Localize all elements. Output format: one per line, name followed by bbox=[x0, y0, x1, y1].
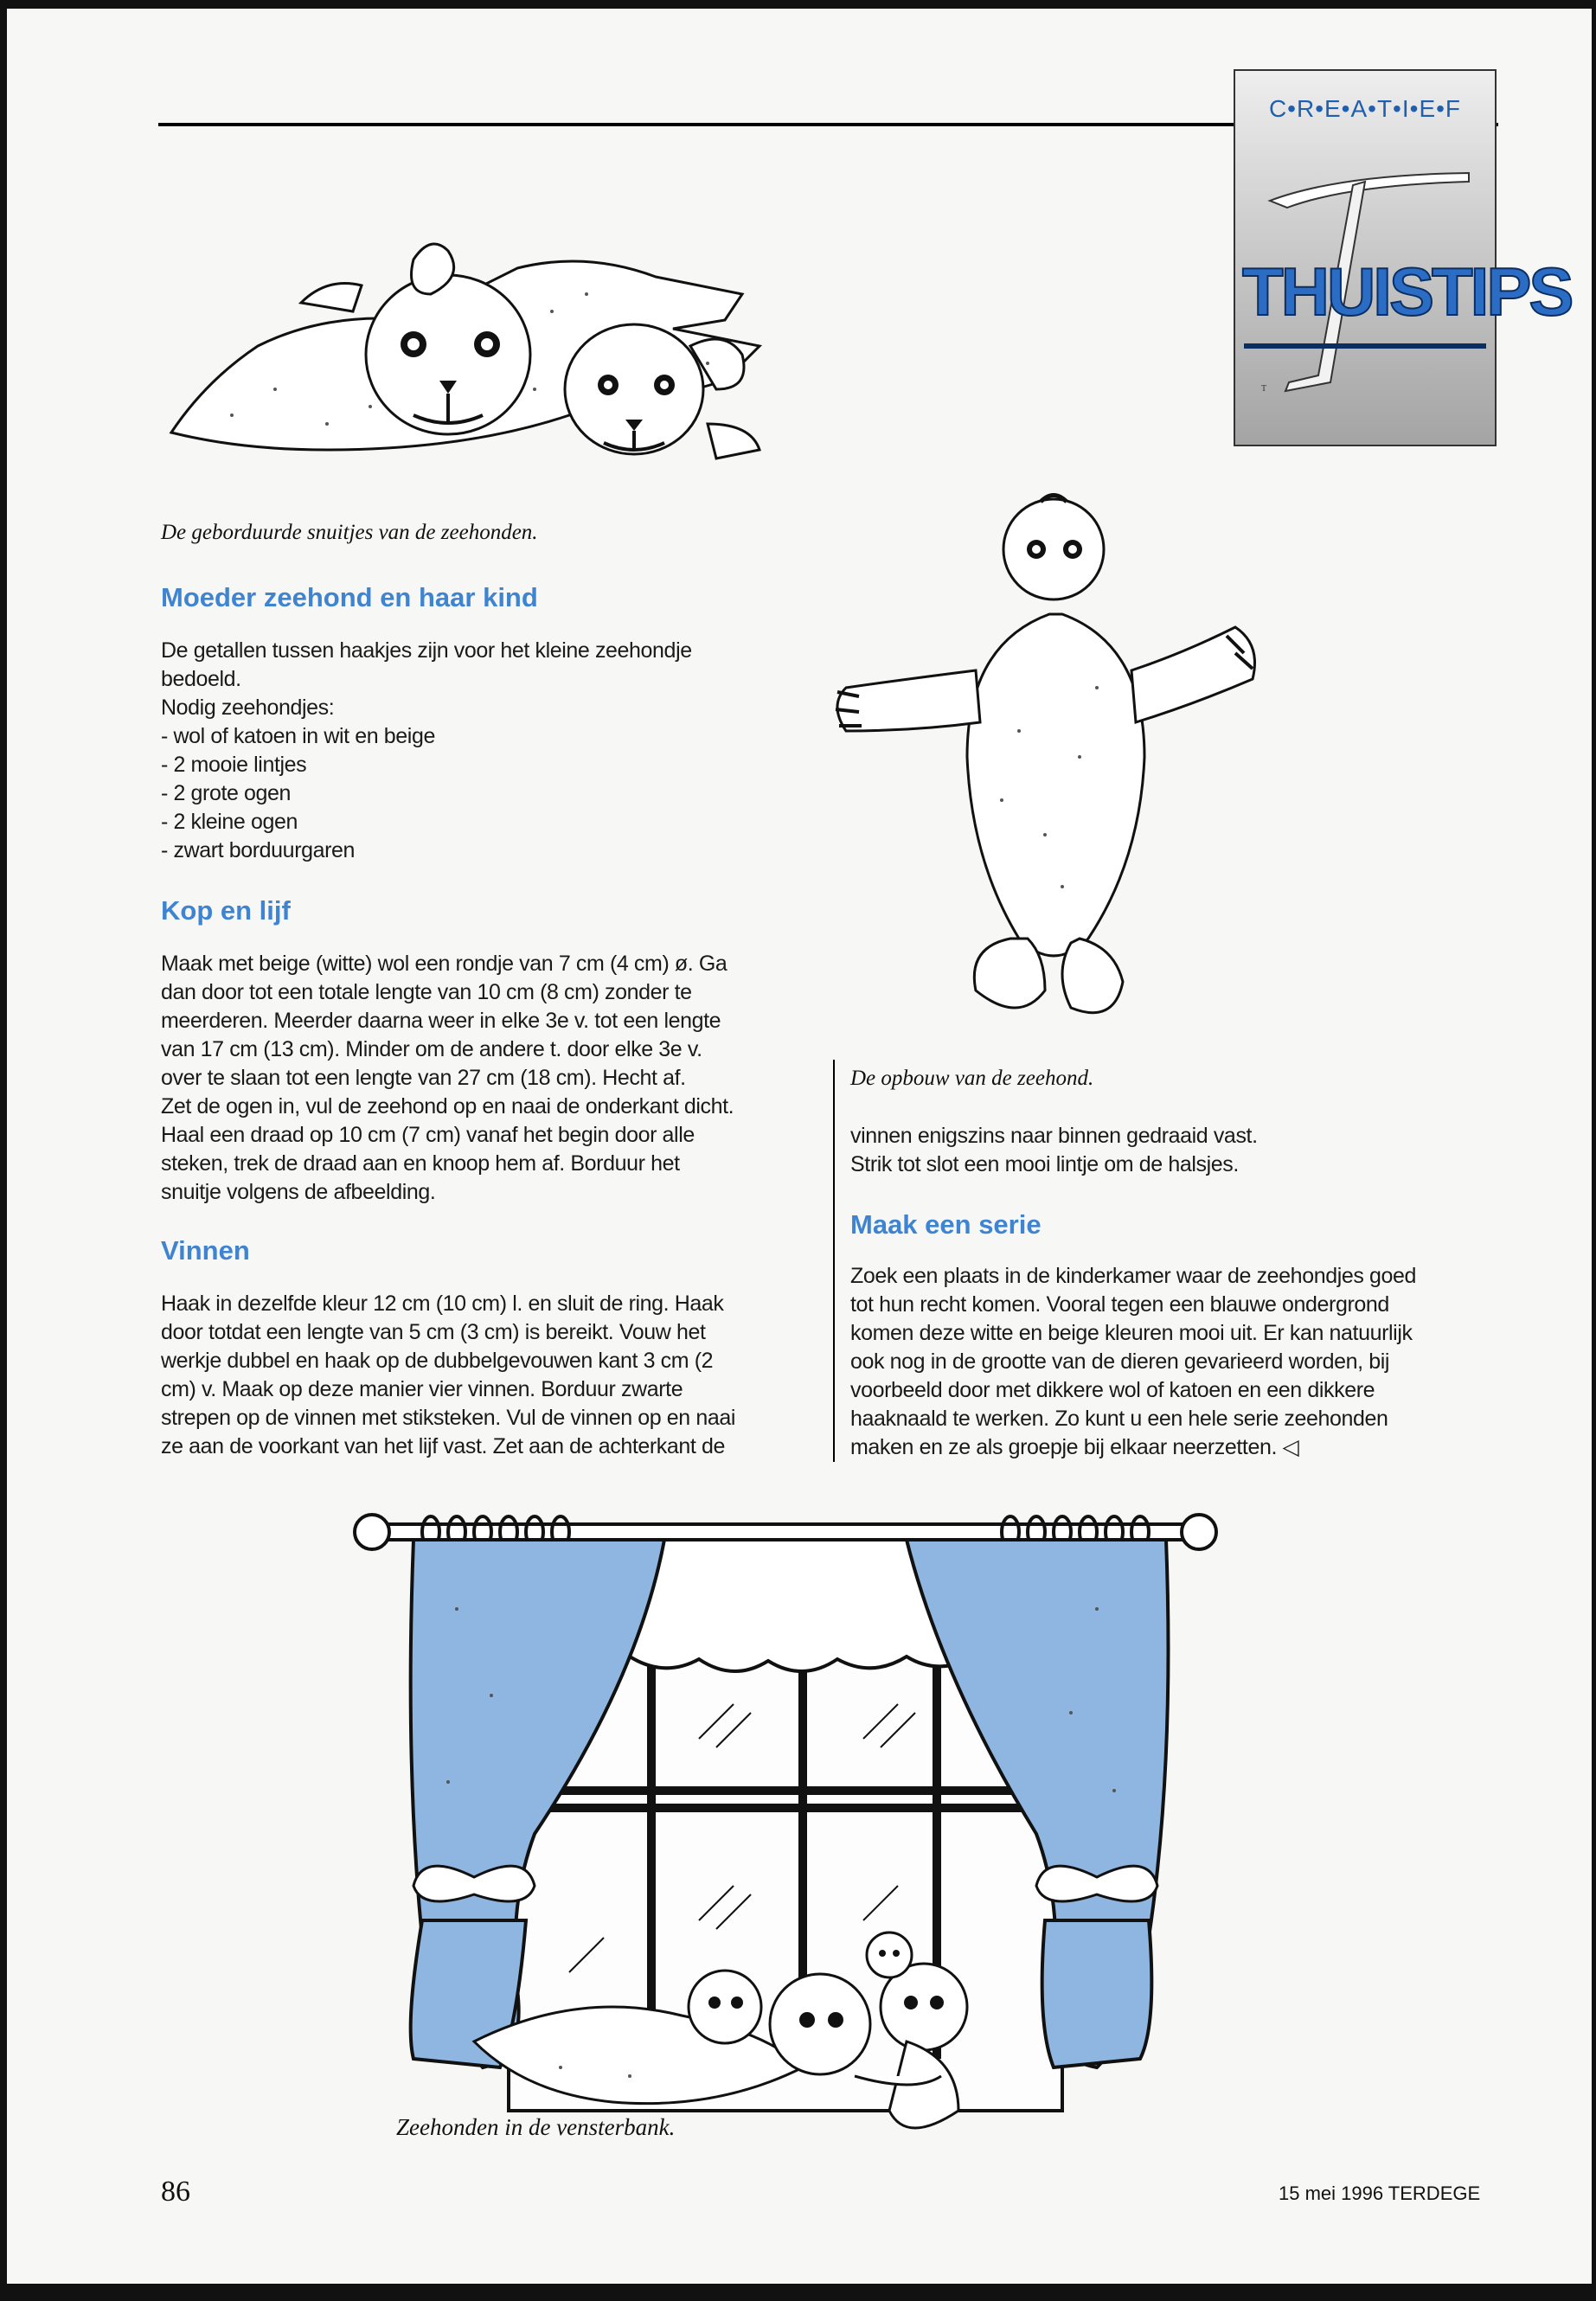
text-line: snuitje volgens de afbeelding. bbox=[161, 1180, 436, 1204]
text-line: - wol of katoen in wit en beige bbox=[161, 724, 435, 748]
text-line: bedoeld. bbox=[161, 667, 241, 691]
text-line: cm) v. Maak op deze manier vier vinnen. Borduur zwarte bbox=[161, 1377, 683, 1401]
text-line: dan door tot een totale lengte van 10 cm (8 cm) zonder te bbox=[161, 980, 692, 1004]
text-line: over te slaan tot een lengte van 27 cm (18 cm). Hecht af. bbox=[161, 1066, 686, 1090]
text-line: werkje dubbel en haak op de dubbelgevouwen kant 3 cm (2 bbox=[161, 1349, 714, 1373]
text-line: Maak met beige (witte) wol een rondje van 7 cm (4 cm) ø. Ga bbox=[161, 952, 727, 976]
text-line: tot hun recht komen. Vooral tegen een blauwe ondergrond bbox=[850, 1292, 1389, 1317]
text-line: - 2 kleine ogen bbox=[161, 810, 298, 834]
issue-line: 15 mei 1996 TERDEGE bbox=[1279, 2182, 1481, 2204]
brand-initial: T bbox=[1261, 384, 1267, 394]
text-line: Zet de ogen in, vul de zeehond op en naai de onderkant dicht. bbox=[161, 1094, 734, 1118]
text-line: steken, trek de draad aan en knoop hem af. Borduur het bbox=[161, 1151, 680, 1176]
maak-een-serie-text bbox=[850, 1262, 1508, 1462]
text-line: - zwart borduurgaren bbox=[161, 838, 356, 862]
magazine-page bbox=[7, 9, 1592, 2284]
text-line: maken en ze als groepje bij elkaar neerzetten. ◁ bbox=[850, 1435, 1299, 1459]
window-caption: Zeehonden in de vensterbank. bbox=[396, 2114, 676, 2140]
text-line: - 2 mooie lintjes bbox=[161, 753, 307, 777]
heading-maak-een-serie: Maak een serie bbox=[850, 1209, 1042, 1240]
heading-kop-en-lijf: Kop en lijf bbox=[161, 895, 291, 926]
text-line: van 17 cm (13 cm). Minder om de andere t. door elke 3e v. bbox=[161, 1037, 702, 1061]
vinnen-text bbox=[161, 1290, 818, 1461]
column-divider bbox=[833, 1060, 835, 1462]
text-line: De getallen tussen haakjes zijn voor het kleine zeehondje bbox=[161, 638, 692, 663]
text-line: ze aan de voorkant van het lijf vast. Zet aan de achterkant de bbox=[161, 1434, 726, 1458]
text-line: Haal een draad op 10 cm (7 cm) vanaf het begin door alle bbox=[161, 1123, 695, 1147]
text-line: komen deze witte en beige kleuren mooi uit. Er kan natuurlijk bbox=[850, 1321, 1413, 1345]
kop-en-lijf-text bbox=[161, 950, 818, 1207]
seal-build-illustration bbox=[820, 471, 1287, 1042]
text-line: vinnen enigszins naar binnen gedraaid vast. bbox=[850, 1124, 1258, 1148]
text-line: meerderen. Meerder daarna weer in elke 3e v. tot een lengte bbox=[161, 1009, 721, 1033]
seal-heads-illustration bbox=[154, 216, 872, 467]
text-line: ook nog in de grootte van de dieren gevarieerd worden, bij bbox=[850, 1349, 1390, 1374]
text-line: Strik tot slot een mooi lintje om de halsjes. bbox=[850, 1152, 1239, 1176]
brand-title: THUISTIPS bbox=[1242, 253, 1572, 330]
brand-label: C•R•E•A•T•I•E•F bbox=[1268, 95, 1462, 122]
text-line: Nodig zeehondjes: bbox=[161, 695, 335, 720]
text-line: strepen op de vinnen met stiksteken. Vul de vinnen op en naai bbox=[161, 1406, 736, 1430]
text-line: Zoek een plaats in de kinderkamer waar de zeehondjes goed bbox=[850, 1264, 1417, 1288]
seal-build-caption: De opbouw van de zeehond. bbox=[850, 1067, 1094, 1090]
seal-heads-caption: De geborduurde snuitjes van de zeehonden. bbox=[161, 521, 538, 544]
text-line: haaknaald te werken. Zo kunt u een hele serie zeehonden bbox=[850, 1407, 1388, 1431]
thuistips-logo bbox=[1234, 69, 1572, 446]
window-illustration bbox=[353, 1505, 1218, 2171]
text-line: Haak in dezelfde kleur 12 cm (10 cm) l. en sluit de ring. Haak bbox=[161, 1292, 724, 1316]
heading-vinnen: Vinnen bbox=[161, 1235, 250, 1266]
text-line: - 2 grote ogen bbox=[161, 781, 292, 805]
vinnen-continued-text bbox=[850, 1122, 1508, 1179]
text-line: voorbeeld door met dikkere wol of katoen en een dikkere bbox=[850, 1378, 1375, 1402]
text-line: door totdat een lengte van 5 cm (3 cm) is bereikt. Vouw het bbox=[161, 1320, 706, 1344]
heading-moeder-zeehond: Moeder zeehond en haar kind bbox=[161, 582, 538, 612]
top-rule bbox=[158, 123, 1240, 126]
moeder-zeehond-text bbox=[161, 637, 818, 865]
page-number: 86 bbox=[161, 2176, 190, 2208]
